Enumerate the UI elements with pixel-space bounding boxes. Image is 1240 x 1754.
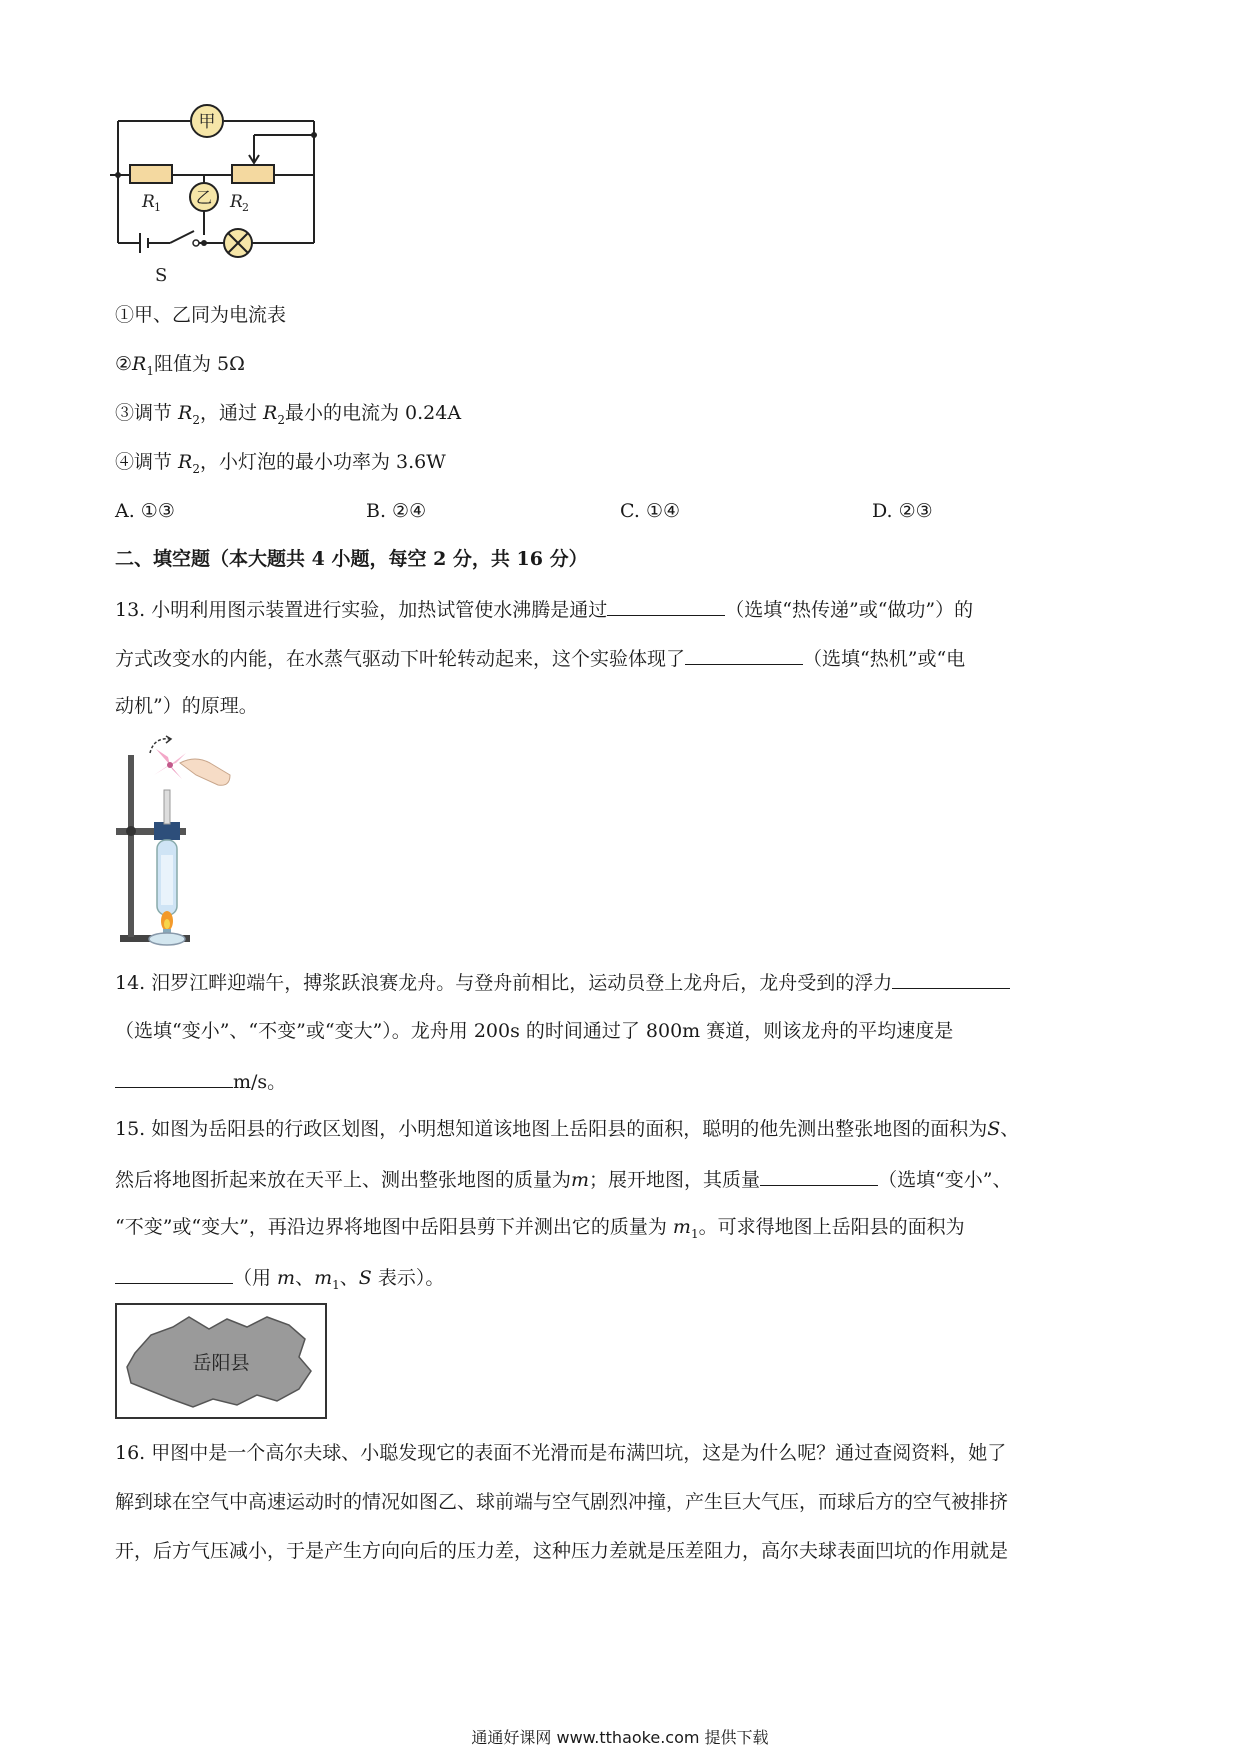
switch-label: S	[155, 265, 168, 286]
statement-3: ③调节 $R_2$，通过 $R_2$最小的电流为 0.24A	[115, 402, 462, 427]
statement-4: ④调节 $R_2$，小灯泡的最小功率为 3.6W	[115, 451, 446, 476]
r1-label: R	[142, 192, 155, 212]
option-a: A. ①③	[115, 500, 175, 522]
statement-2: $②R_1$阻值为 5Ω	[115, 353, 245, 378]
option-d: D. ②③	[872, 500, 933, 522]
footer: 通通好课网 www.tthaoke.com 提供下载	[471, 1728, 769, 1747]
steam-turbine-apparatus	[110, 735, 240, 950]
q16-line-2: 解到球在空气中高速运动时的情况如图乙、球前端与空气剧烈冲撞，产生巨大气压，而球后方的空气被排挤	[115, 1491, 1009, 1513]
q13-line-2: 方式改变水的内能，在水蒸气驱动下叶轮转动起来，这个实验体现了 （选填“热机”或“电	[115, 644, 965, 672]
section-heading: 二、填空题（本大题共 4 小题，每空 2 分，共 16 分）	[115, 548, 588, 570]
map-figure	[115, 1303, 327, 1419]
option-b: B. ②④	[366, 500, 427, 522]
answer-blank[interactable]	[760, 1165, 878, 1186]
statement-1: ①甲、乙同为电流表	[115, 304, 287, 326]
map-label: 岳阳县	[192, 1352, 250, 1374]
answer-blank[interactable]	[607, 595, 725, 616]
q15-line-4: （用 m、$m_1$、S 表示）。	[115, 1263, 444, 1298]
q14-line-3: m/s。	[115, 1067, 286, 1095]
answer-blank[interactable]	[115, 1067, 233, 1088]
r2-label: R	[230, 192, 243, 212]
answer-blank[interactable]	[685, 644, 803, 665]
q14-line-1: 14. 汨罗江畔迎端午，搏浆跃浪赛龙舟。与登舟前相比，运动员登上龙舟后，龙舟受到的浮力	[115, 968, 1010, 996]
q13-line-1: 13. 小明利用图示装置进行实验，加热试管使水沸腾是通过 （选填“热传递”或“做功”）的	[115, 595, 973, 623]
q16-line-3: 开，后方气压减小，于是产生方向向后的压力差，这种压力差就是压差阻力，高尔夫球表面凹坑的作用就是	[115, 1540, 1009, 1562]
q15-line-3: “不变”或“变大”，再沿边界将地图中岳阳县剪下并测出它的质量为 $m_1$。可求得地图上岳阳县的面积为	[115, 1216, 965, 1241]
meter-yi-label: 乙	[195, 188, 213, 207]
q14-line-2: （选填“变小”、“不变”或“变大”）。龙舟用 200s 的时间通过了 800m 赛道，则该龙舟的平均速度是	[115, 1020, 954, 1042]
q15-line-1: 15. 如图为岳阳县的行政区划图，小明想知道该地图上岳阳县的面积，聪明的他先测出整张地图的面积为S、	[115, 1118, 1020, 1140]
q15-line-2: 然后将地图折起来放在天平上、测出整张地图的质量为m；展开地图，其质量 （选填“变小”、	[115, 1165, 1012, 1193]
answer-blank[interactable]	[115, 1263, 233, 1284]
r1-sub: 1	[154, 201, 161, 214]
option-c: C. ①④	[620, 500, 681, 522]
r2-sub: 2	[242, 201, 249, 214]
circuit-diagram	[100, 95, 330, 295]
answer-blank[interactable]	[892, 968, 1010, 989]
q13-line-3: 动机”）的原理。	[115, 695, 258, 717]
meter-jia-label: 甲	[198, 112, 216, 132]
q16-line-1: 16. 甲图中是一个高尔夫球、小聪发现它的表面不光滑而是布满凹坑，这是为什么呢？通过查阅资料，她了	[115, 1442, 1007, 1464]
